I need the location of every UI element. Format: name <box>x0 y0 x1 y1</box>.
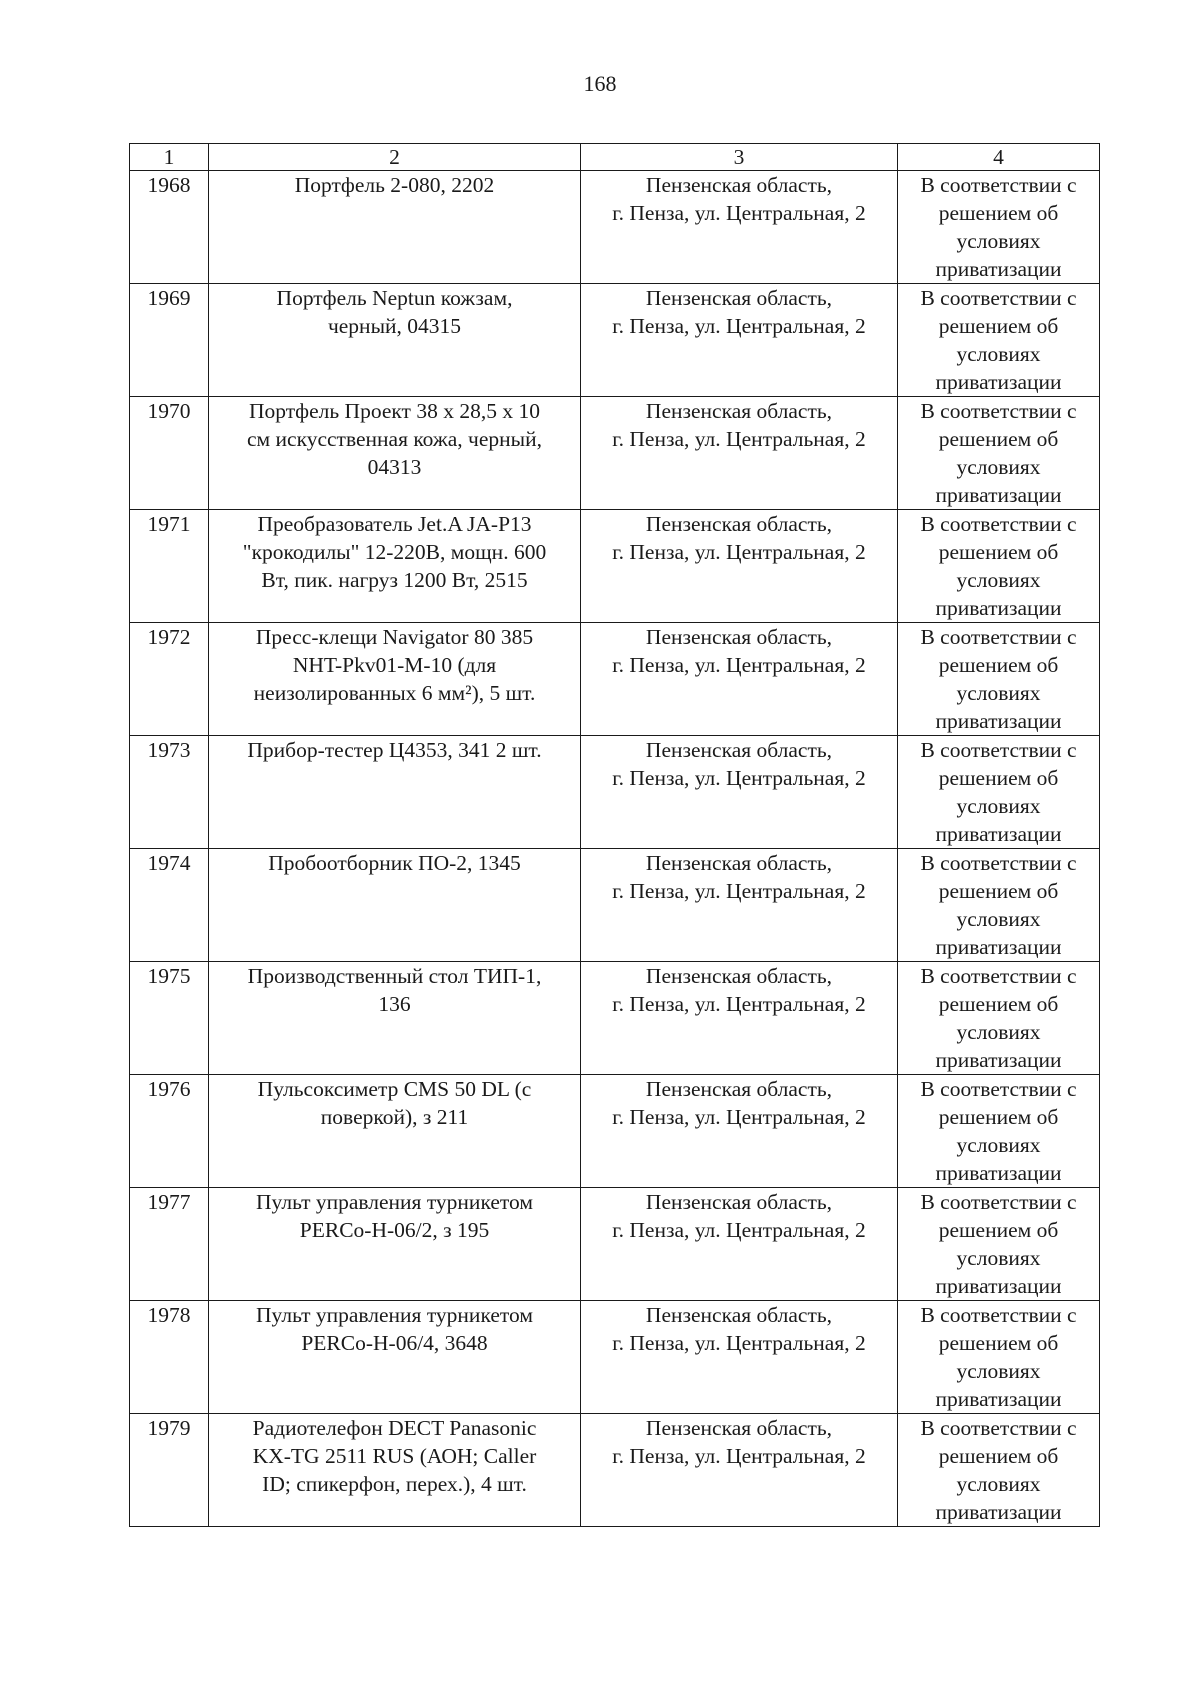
item-name-cell <box>209 849 581 962</box>
row-number-cell <box>130 1075 209 1188</box>
table-row <box>130 284 1100 397</box>
item-name-cell-text: Портфель Проект 38 x 28,5 x 10 см искусственная кожа, черный, 04313 <box>247 399 542 479</box>
address-cell-text: Пензенская область, г. Пенза, ул. Центральная, 2 <box>612 738 866 790</box>
column-header-4: 4 <box>898 144 1100 171</box>
item-name-cell <box>209 284 581 397</box>
row-number-cell <box>130 284 209 397</box>
address-cell <box>581 397 898 510</box>
item-name-cell-text: Пульт управления турникетом PERCo-H-06/4, 3648 <box>256 1303 533 1355</box>
address-cell <box>581 1075 898 1188</box>
item-name-cell-text: Портфель 2-080, 2202 <box>294 173 495 197</box>
column-header-1: 1 <box>130 144 209 171</box>
row-number-cell-text: 1969 <box>147 286 191 310</box>
row-number-cell <box>130 397 209 510</box>
row-number-cell-text: 1979 <box>147 1416 191 1440</box>
address-cell-text: Пензенская область, г. Пенза, ул. Центральная, 2 <box>612 1303 866 1355</box>
row-number-cell-text: 1970 <box>147 399 191 423</box>
row-number-cell-text: 1977 <box>147 1190 191 1214</box>
basis-cell-text: В соответствии с решением об условиях приватизации <box>920 1077 1077 1185</box>
table-header <box>130 144 1100 171</box>
table-body <box>130 171 1100 1527</box>
address-cell <box>581 284 898 397</box>
item-name-cell-text: Пробоотборник ПО-2, 1345 <box>268 851 521 875</box>
item-name-cell <box>209 171 581 284</box>
address-cell-text: Пензенская область, г. Пенза, ул. Центральная, 2 <box>612 625 866 677</box>
address-cell-text: Пензенская область, г. Пенза, ул. Центральная, 2 <box>612 173 866 225</box>
table-row <box>130 962 1100 1075</box>
basis-cell <box>898 1301 1100 1414</box>
item-name-cell <box>209 962 581 1075</box>
address-cell <box>581 623 898 736</box>
basis-cell-text: В соответствии с решением об условиях приватизации <box>920 286 1077 394</box>
table-row <box>130 623 1100 736</box>
item-name-cell <box>209 623 581 736</box>
table-row <box>130 1188 1100 1301</box>
item-name-cell-text: Пресс-клещи Navigator 80 385 NHT-Pkv01-M-10 (для неизолированных 6 мм²), 5 шт. <box>253 625 536 705</box>
row-number-cell <box>130 962 209 1075</box>
basis-cell <box>898 623 1100 736</box>
item-name-cell <box>209 1188 581 1301</box>
basis-cell-text: В соответствии с решением об условиях приватизации <box>920 1416 1077 1524</box>
basis-cell-text: В соответствии с решением об условиях приватизации <box>920 1190 1077 1298</box>
item-name-cell-text: Портфель Neptun кожзам, черный, 04315 <box>276 286 513 338</box>
basis-cell <box>898 397 1100 510</box>
address-cell <box>581 962 898 1075</box>
row-number-cell <box>130 171 209 284</box>
row-number-cell <box>130 736 209 849</box>
address-cell-text: Пензенская область, г. Пенза, ул. Центральная, 2 <box>612 1416 866 1468</box>
address-cell-text: Пензенская область, г. Пенза, ул. Центральная, 2 <box>612 399 866 451</box>
item-name-cell <box>209 1301 581 1414</box>
table-row <box>130 849 1100 962</box>
row-number-cell-text: 1973 <box>147 738 191 762</box>
item-name-cell <box>209 1414 581 1527</box>
address-cell-text: Пензенская область, г. Пенза, ул. Центральная, 2 <box>612 851 866 903</box>
basis-cell <box>898 1188 1100 1301</box>
address-cell-text: Пензенская область, г. Пенза, ул. Центральная, 2 <box>612 1190 866 1242</box>
address-cell <box>581 736 898 849</box>
basis-cell <box>898 171 1100 284</box>
item-name-cell-text: Производственный стол ТИП-1, 136 <box>247 964 542 1016</box>
address-cell <box>581 1414 898 1527</box>
item-name-cell-text: Пульсоксиметр CMS 50 DL (с поверкой), з 211 <box>257 1077 532 1129</box>
basis-cell-text: В соответствии с решением об условиях приватизации <box>920 399 1077 507</box>
item-name-cell-text: Пульт управления турникетом PERCo-H-06/2, з 195 <box>256 1190 533 1242</box>
row-number-cell <box>130 1188 209 1301</box>
column-header-3: 3 <box>581 144 898 171</box>
page-number: 168 <box>583 71 617 96</box>
item-name-cell <box>209 736 581 849</box>
item-name-cell <box>209 1075 581 1188</box>
address-cell <box>581 1301 898 1414</box>
basis-cell-text: В соответствии с решением об условиях приватизации <box>920 851 1077 959</box>
row-number-cell-text: 1971 <box>147 512 191 536</box>
table-row <box>130 1301 1100 1414</box>
basis-cell-text: В соответствии с решением об условиях приватизации <box>920 173 1077 281</box>
row-number-cell <box>130 1301 209 1414</box>
basis-cell-text: В соответствии с решением об условиях приватизации <box>920 512 1077 620</box>
basis-cell-text: В соответствии с решением об условиях приватизации <box>920 738 1077 846</box>
table-row <box>130 736 1100 849</box>
basis-cell <box>898 1414 1100 1527</box>
column-header-2: 2 <box>209 144 581 171</box>
row-number-cell-text: 1978 <box>147 1303 191 1327</box>
table-row <box>130 510 1100 623</box>
basis-cell-text: В соответствии с решением об условиях приватизации <box>920 964 1077 1072</box>
table-row <box>130 397 1100 510</box>
row-number-cell-text: 1976 <box>147 1077 191 1101</box>
header-row <box>130 144 1100 171</box>
item-name-cell-text: Радиотелефон DECT Panasonic KX-TG 2511 RUS (АОН; Caller ID; спикерфон, перех.), 4 шт. <box>252 1416 537 1496</box>
basis-cell <box>898 962 1100 1075</box>
address-cell <box>581 849 898 962</box>
basis-cell-text: В соответствии с решением об условиях приватизации <box>920 625 1077 733</box>
item-name-cell <box>209 510 581 623</box>
address-cell-text: Пензенская область, г. Пенза, ул. Центральная, 2 <box>612 286 866 338</box>
address-cell-text: Пензенская область, г. Пенза, ул. Центральная, 2 <box>612 964 866 1016</box>
item-name-cell <box>209 397 581 510</box>
basis-cell <box>898 849 1100 962</box>
basis-cell <box>898 736 1100 849</box>
table-row <box>130 1414 1100 1527</box>
address-cell <box>581 510 898 623</box>
address-cell-text: Пензенская область, г. Пенза, ул. Центральная, 2 <box>612 1077 866 1129</box>
item-name-cell-text: Прибор-тестер Ц4353, 341 2 шт. <box>247 738 542 762</box>
item-name-cell-text: Преобразователь Jet.A JA-P13 "крокодилы" 12-220В, мощн. 600 Вт, пик. нагруз 1200 Вт, 2515 <box>242 512 547 592</box>
basis-cell <box>898 510 1100 623</box>
row-number-cell-text: 1972 <box>147 625 191 649</box>
table-row <box>130 1075 1100 1188</box>
address-cell <box>581 1188 898 1301</box>
basis-cell <box>898 1075 1100 1188</box>
basis-cell-text: В соответствии с решением об условиях приватизации <box>920 1303 1077 1411</box>
row-number-cell-text: 1968 <box>147 173 191 197</box>
row-number-cell-text: 1974 <box>147 851 191 875</box>
table-row <box>130 171 1100 284</box>
address-cell-text: Пензенская область, г. Пенза, ул. Центральная, 2 <box>612 512 866 564</box>
row-number-cell-text: 1975 <box>147 964 191 988</box>
row-number-cell <box>130 510 209 623</box>
basis-cell <box>898 284 1100 397</box>
row-number-cell <box>130 1414 209 1527</box>
row-number-cell <box>130 623 209 736</box>
row-number-cell <box>130 849 209 962</box>
address-cell <box>581 171 898 284</box>
inventory-table <box>129 143 1100 1527</box>
